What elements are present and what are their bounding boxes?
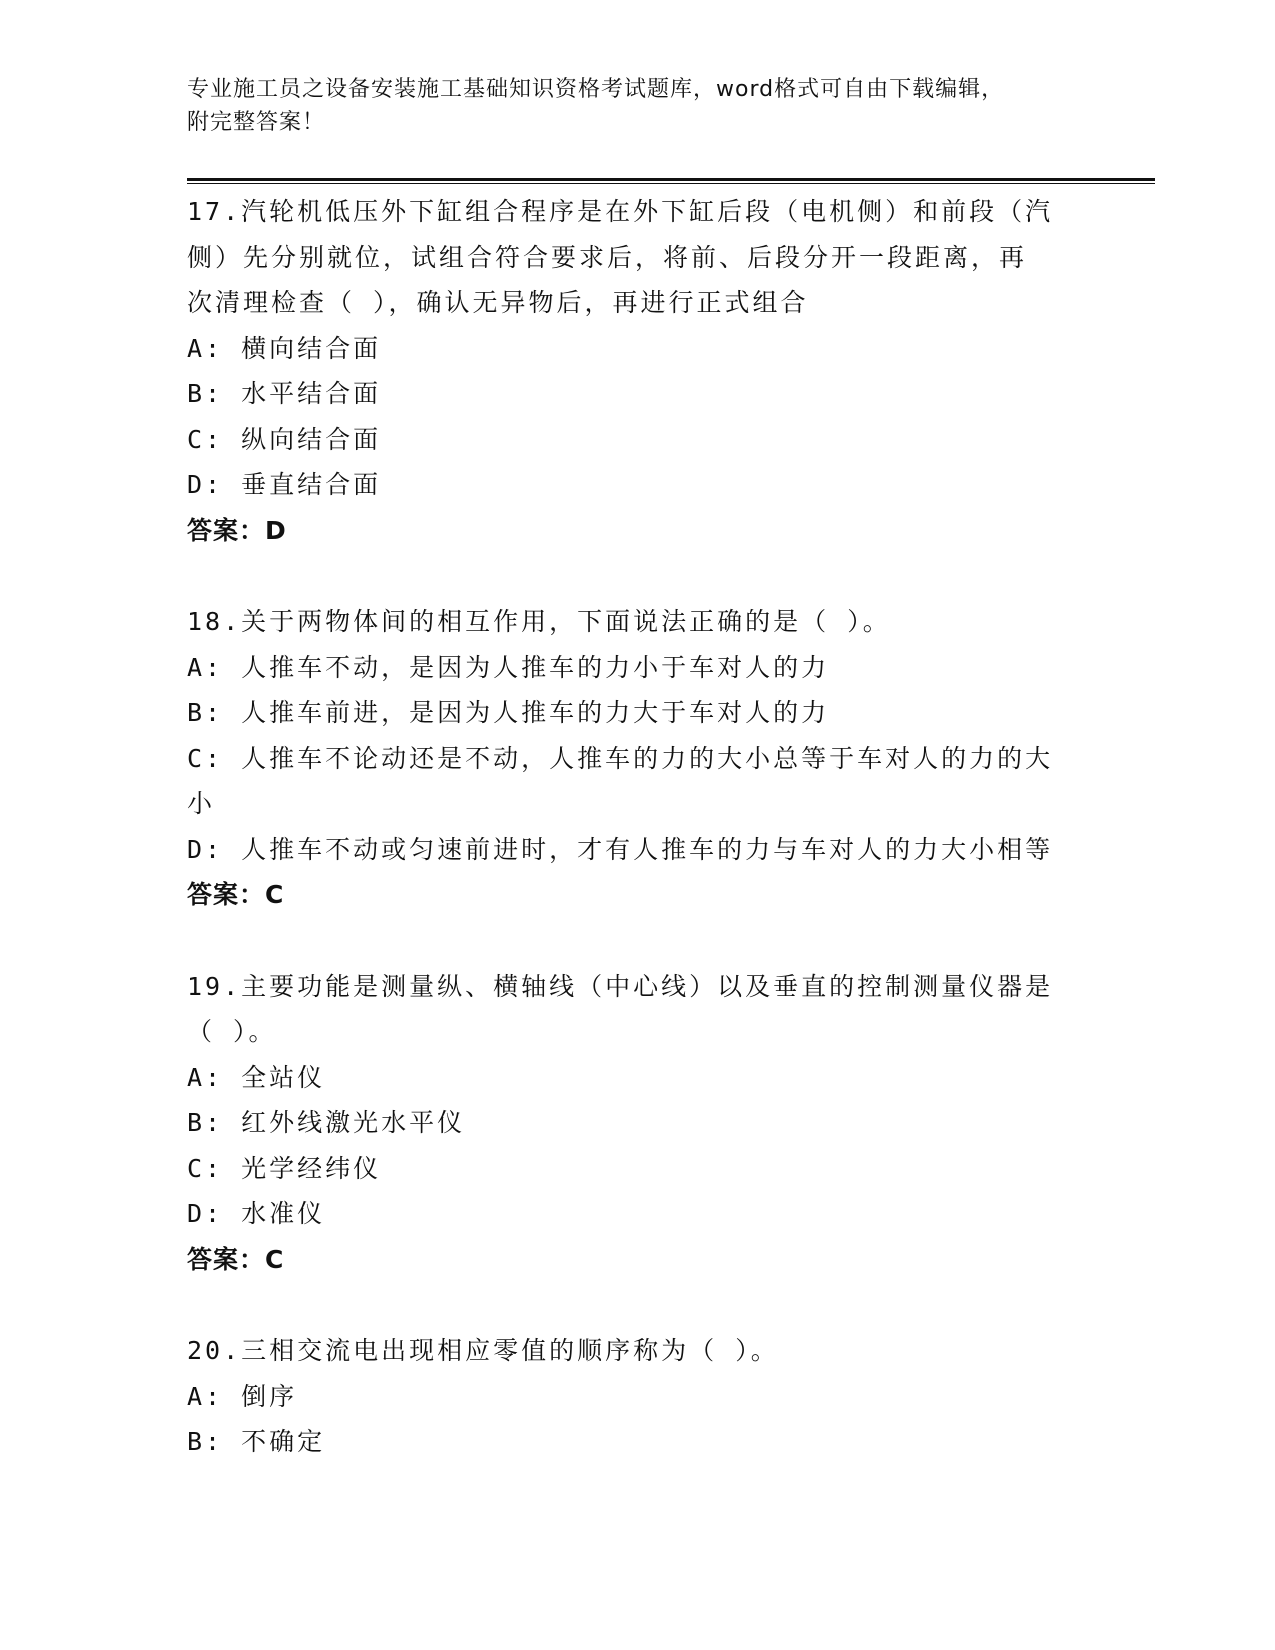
answer-option <box>187 736 1087 827</box>
question-item <box>187 599 1087 918</box>
answer-option-line: A: 倒序 <box>187 1381 298 1411</box>
question-stem-line: 次清理检查（ ），确认无异物后，再进行正式组合 <box>187 288 809 317</box>
question-stem <box>187 964 1087 1055</box>
answer-option-line: 小 <box>187 789 216 818</box>
answer-option <box>187 462 1087 508</box>
question-stem-line: 18.关于两物体间的相互作用，下面说法正确的是（ ）。 <box>187 607 891 636</box>
answer-option-line: D: 人推车不动或匀速前进时，才有人推车的力与车对人的力大小相等 <box>187 834 1054 864</box>
question-stem-line: 20.三相交流电出现相应零值的顺序称为（ ）。 <box>187 1336 779 1365</box>
answer-option <box>187 326 1087 372</box>
question-item <box>187 964 1087 1283</box>
header-line-1: 专业施工员之设备安装施工基础知识资格考试题库，word格式可自由下载编辑， <box>187 77 1005 102</box>
answer-option <box>187 417 1087 463</box>
answer-option <box>187 1100 1087 1146</box>
answer-key: 答案：D <box>187 515 287 545</box>
answer-option-line: B: 不确定 <box>187 1427 326 1456</box>
answer-option-line: D: 垂直结合面 <box>187 470 382 499</box>
answer-option-line: B: 水平结合面 <box>187 379 382 408</box>
answer-option <box>187 1419 1087 1465</box>
answer-option-line: C: 光学经纬仪 <box>187 1153 382 1183</box>
question-stem <box>187 1328 1087 1374</box>
question-stem <box>187 599 1087 645</box>
answer-option <box>187 1146 1087 1192</box>
answer-option <box>187 690 1087 736</box>
answer-option-line: D: 水准仪 <box>187 1199 326 1228</box>
answer-option <box>187 827 1087 873</box>
answer-option-line: A: 全站仪 <box>187 1062 326 1092</box>
answer-option-line: A: 横向结合面 <box>187 333 382 363</box>
answer-option-line: B: 红外线激光水平仪 <box>187 1108 466 1137</box>
answer-option <box>187 645 1087 691</box>
answer-option <box>187 1191 1087 1237</box>
question-stem-line: 侧）先分别就位，试组合符合要求后，将前、后段分开一段距离，再 <box>187 242 1028 272</box>
question-stem-line: （ ）。 <box>187 1017 277 1046</box>
answer-option-line: C: 纵向结合面 <box>187 424 382 454</box>
question-stem-line: 19.主要功能是测量纵、横轴线（中心线）以及垂直的控制测量仪器是 <box>187 971 1054 1001</box>
header-divider-thin <box>187 183 1155 184</box>
question-item <box>187 189 1087 553</box>
answer-option-line: C: 人推车不论动还是不动，人推车的力的大小总等于车对人的力的大 <box>187 743 1054 773</box>
document-header <box>187 73 1087 139</box>
header-line-2: 附完整答案！ <box>187 110 326 135</box>
answer-option <box>187 371 1087 417</box>
question-list <box>187 189 1087 1511</box>
answer-option <box>187 1055 1087 1101</box>
question-item <box>187 1328 1087 1465</box>
answer-option-line: B: 人推车前进，是因为人推车的力大于车对人的力 <box>187 698 830 727</box>
answer-option-line: A: 人推车不动，是因为人推车的力小于车对人的力 <box>187 652 830 682</box>
answer-key: 答案：C <box>187 880 285 909</box>
question-stem-line: 17.汽轮机低压外下缸组合程序是在外下缸后段（电机侧）和前段（汽 <box>187 197 1054 226</box>
question-stem <box>187 189 1087 326</box>
answer-option <box>187 1374 1087 1420</box>
answer-key: 答案：C <box>187 1244 285 1274</box>
header-divider-thick <box>187 178 1155 181</box>
